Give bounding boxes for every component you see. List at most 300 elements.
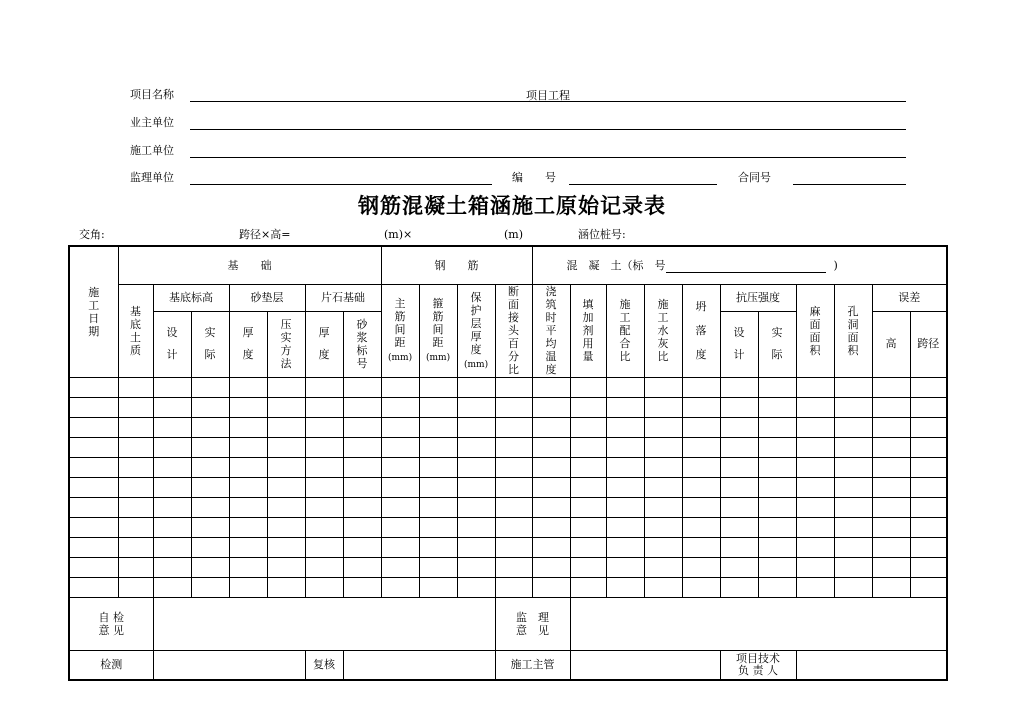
data-cell[interactable] — [834, 418, 872, 438]
mix-ratio-header: 施工配合比 — [606, 285, 644, 378]
data-cell[interactable] — [720, 538, 758, 558]
data-cell[interactable] — [495, 498, 532, 518]
data-cell[interactable] — [872, 438, 910, 458]
data-cell[interactable] — [910, 398, 947, 418]
rebar-header: 钢 筋 — [381, 246, 532, 285]
data-cell[interactable] — [910, 518, 947, 538]
data-cell[interactable] — [381, 458, 419, 478]
data-cell[interactable] — [69, 578, 118, 598]
data-cell[interactable] — [419, 418, 457, 438]
data-cell[interactable] — [267, 438, 305, 458]
data-cell[interactable] — [118, 418, 153, 438]
data-cell[interactable] — [720, 398, 758, 418]
data-cell[interactable] — [153, 538, 191, 558]
data-cell[interactable] — [606, 558, 644, 578]
data-cell[interactable] — [570, 538, 606, 558]
data-cell[interactable] — [796, 498, 834, 518]
data-cell[interactable] — [419, 518, 457, 538]
data-cell[interactable] — [229, 558, 267, 578]
data-cell[interactable] — [682, 518, 720, 538]
data-cell[interactable] — [834, 498, 872, 518]
error-high-header: 高 — [872, 311, 910, 377]
data-cell[interactable] — [570, 478, 606, 498]
m-label: (m) — [504, 228, 524, 241]
data-cell[interactable] — [153, 578, 191, 598]
data-cell[interactable] — [910, 578, 947, 598]
base-soil-header: 基底土质 — [118, 285, 153, 378]
data-cell[interactable] — [457, 498, 495, 518]
data-cell[interactable] — [153, 398, 191, 418]
data-cell[interactable] — [532, 498, 570, 518]
data-cell[interactable] — [457, 558, 495, 578]
data-cell[interactable] — [796, 518, 834, 538]
hole-area-header: 孔洞面积 — [834, 285, 872, 378]
data-cell[interactable] — [153, 518, 191, 538]
data-cell[interactable] — [872, 538, 910, 558]
data-cell[interactable] — [495, 538, 532, 558]
data-cell[interactable] — [758, 458, 796, 478]
data-cell[interactable] — [118, 458, 153, 478]
data-cell[interactable] — [343, 438, 381, 458]
review-cell[interactable] — [343, 651, 495, 681]
data-cell[interactable] — [532, 538, 570, 558]
data-cell[interactable] — [910, 378, 947, 398]
data-cell[interactable] — [381, 578, 419, 598]
data-cell[interactable] — [495, 458, 532, 478]
data-cell[interactable] — [606, 578, 644, 598]
data-cell[interactable] — [872, 398, 910, 418]
data-cell[interactable] — [343, 518, 381, 538]
data-cell[interactable] — [872, 498, 910, 518]
data-cell[interactable] — [69, 478, 118, 498]
data-cell[interactable] — [267, 518, 305, 538]
data-cell[interactable] — [570, 438, 606, 458]
data-cell[interactable] — [532, 438, 570, 458]
data-cell[interactable] — [644, 558, 682, 578]
data-cell[interactable] — [570, 558, 606, 578]
data-cell[interactable] — [305, 398, 343, 418]
data-cell[interactable] — [267, 498, 305, 518]
data-cell[interactable] — [796, 558, 834, 578]
data-cell[interactable] — [69, 518, 118, 538]
data-cell[interactable] — [118, 398, 153, 418]
data-cell[interactable] — [267, 578, 305, 598]
data-cell[interactable] — [381, 438, 419, 458]
data-cell[interactable] — [570, 398, 606, 418]
data-cell[interactable] — [118, 478, 153, 498]
data-cell[interactable] — [720, 518, 758, 538]
main-rebar-spacing-header: 主筋间距 (mm) — [381, 285, 419, 378]
data-cell[interactable] — [834, 538, 872, 558]
data-cell[interactable] — [720, 438, 758, 458]
data-cell[interactable] — [381, 538, 419, 558]
data-cell[interactable] — [191, 478, 229, 498]
data-cell[interactable] — [758, 378, 796, 398]
table-row — [69, 498, 947, 518]
data-cell[interactable] — [910, 558, 947, 578]
data-cell[interactable] — [118, 378, 153, 398]
data-cell[interactable] — [570, 518, 606, 538]
data-cell[interactable] — [720, 498, 758, 518]
data-cell[interactable] — [381, 398, 419, 418]
data-cell[interactable] — [69, 398, 118, 418]
data-cell[interactable] — [69, 378, 118, 398]
data-cell[interactable] — [834, 378, 872, 398]
record-table — [68, 245, 948, 681]
construction-unit-line[interactable] — [190, 144, 906, 158]
slump-header: 坍落度 — [682, 285, 720, 378]
strength-header: 抗压强度 — [720, 285, 796, 312]
data-cell[interactable] — [834, 478, 872, 498]
stone-thickness-header: 厚度 — [305, 311, 343, 377]
data-cell[interactable] — [191, 538, 229, 558]
data-cell[interactable] — [606, 478, 644, 498]
data-cell[interactable] — [682, 438, 720, 458]
contract-line[interactable] — [793, 171, 906, 185]
data-cell[interactable] — [343, 558, 381, 578]
data-cell[interactable] — [720, 558, 758, 578]
data-cell[interactable] — [910, 438, 947, 458]
site-manager-label: 施工主管 — [495, 651, 570, 681]
data-cell[interactable] — [682, 478, 720, 498]
data-cell[interactable] — [834, 438, 872, 458]
data-cell[interactable] — [191, 418, 229, 438]
data-cell[interactable] — [419, 578, 457, 598]
data-cell[interactable] — [532, 518, 570, 538]
data-cell[interactable] — [118, 538, 153, 558]
data-cell[interactable] — [69, 458, 118, 478]
data-cell[interactable] — [644, 578, 682, 598]
data-cell[interactable] — [834, 398, 872, 418]
data-cell[interactable] — [229, 498, 267, 518]
data-cell[interactable] — [457, 378, 495, 398]
data-cell[interactable] — [305, 378, 343, 398]
data-cell[interactable] — [532, 478, 570, 498]
data-cell[interactable] — [267, 398, 305, 418]
self-check-cell[interactable] — [153, 598, 495, 651]
data-cell[interactable] — [419, 438, 457, 458]
data-cell[interactable] — [69, 438, 118, 458]
data-cell[interactable] — [682, 578, 720, 598]
data-cell[interactable] — [606, 458, 644, 478]
data-cell[interactable] — [419, 558, 457, 578]
self-check-label: 自 检 意 见 — [69, 598, 153, 651]
data-cell[interactable] — [153, 418, 191, 438]
data-cell[interactable] — [682, 418, 720, 438]
data-cell[interactable] — [720, 578, 758, 598]
data-cell[interactable] — [872, 518, 910, 538]
data-cell[interactable] — [834, 558, 872, 578]
data-cell[interactable] — [381, 378, 419, 398]
data-cell[interactable] — [570, 458, 606, 478]
data-cell[interactable] — [305, 478, 343, 498]
data-cell[interactable] — [118, 438, 153, 458]
owner-label: 业主单位 — [130, 116, 174, 129]
data-cell[interactable] — [532, 418, 570, 438]
foundation-header: 基 础 — [118, 246, 381, 285]
data-cell[interactable] — [457, 418, 495, 438]
data-cell[interactable] — [910, 418, 947, 438]
data-cell[interactable] — [872, 458, 910, 478]
data-cell[interactable] — [644, 458, 682, 478]
tech-lead-cell[interactable] — [796, 651, 947, 681]
data-cell[interactable] — [682, 458, 720, 478]
data-cell[interactable] — [229, 518, 267, 538]
data-cell[interactable] — [720, 478, 758, 498]
data-cell[interactable] — [834, 578, 872, 598]
data-cell[interactable] — [682, 378, 720, 398]
data-cell[interactable] — [644, 478, 682, 498]
data-cell[interactable] — [305, 458, 343, 478]
data-cell[interactable] — [381, 518, 419, 538]
data-cell[interactable] — [872, 578, 910, 598]
data-cell[interactable] — [343, 498, 381, 518]
sand-thickness-header: 厚度 — [229, 311, 267, 377]
data-cell[interactable] — [191, 438, 229, 458]
data-cell[interactable] — [606, 418, 644, 438]
data-cell[interactable] — [682, 498, 720, 518]
data-cell[interactable] — [267, 458, 305, 478]
data-cell[interactable] — [682, 558, 720, 578]
data-cell[interactable] — [153, 378, 191, 398]
data-cell[interactable] — [153, 458, 191, 478]
data-cell[interactable] — [606, 498, 644, 518]
data-cell[interactable] — [419, 538, 457, 558]
data-cell[interactable] — [758, 558, 796, 578]
data-cell[interactable] — [834, 518, 872, 538]
data-cell[interactable] — [644, 438, 682, 458]
data-cell[interactable] — [720, 378, 758, 398]
data-cell[interactable] — [419, 498, 457, 518]
data-cell[interactable] — [118, 498, 153, 518]
data-cell[interactable] — [305, 578, 343, 598]
date-header: 施工日期 — [69, 246, 118, 378]
data-cell[interactable] — [153, 478, 191, 498]
data-cell[interactable] — [267, 478, 305, 498]
data-cell[interactable] — [796, 478, 834, 498]
data-cell[interactable] — [872, 418, 910, 438]
data-cell[interactable] — [606, 438, 644, 458]
data-cell[interactable] — [570, 578, 606, 598]
supervisor-opinion-cell[interactable] — [570, 598, 947, 651]
data-cell[interactable] — [118, 518, 153, 538]
data-cell[interactable] — [305, 538, 343, 558]
data-cell[interactable] — [532, 578, 570, 598]
data-cell[interactable] — [381, 418, 419, 438]
number-line[interactable] — [569, 171, 717, 185]
data-cell[interactable] — [118, 558, 153, 578]
data-cell[interactable] — [381, 498, 419, 518]
data-cell[interactable] — [644, 378, 682, 398]
data-cell[interactable] — [457, 478, 495, 498]
table-row — [69, 418, 947, 438]
data-cell[interactable] — [153, 498, 191, 518]
data-cell[interactable] — [267, 538, 305, 558]
sand-compaction-header: 压实方法 — [267, 311, 305, 377]
data-cell[interactable] — [758, 578, 796, 598]
data-cell[interactable] — [305, 438, 343, 458]
data-cell[interactable] — [69, 558, 118, 578]
data-cell[interactable] — [644, 398, 682, 418]
data-cell[interactable] — [532, 398, 570, 418]
data-cell[interactable] — [343, 398, 381, 418]
data-cell[interactable] — [606, 378, 644, 398]
data-cell[interactable] — [69, 418, 118, 438]
data-cell[interactable] — [191, 398, 229, 418]
data-cell[interactable] — [796, 458, 834, 478]
data-cell[interactable] — [305, 418, 343, 438]
data-cell[interactable] — [457, 438, 495, 458]
data-cell[interactable] — [910, 458, 947, 478]
data-cell[interactable] — [118, 578, 153, 598]
data-cell[interactable] — [606, 538, 644, 558]
data-cell[interactable] — [191, 498, 229, 518]
data-cell[interactable] — [796, 538, 834, 558]
sand-layer-header: 砂垫层 — [229, 285, 305, 312]
data-cell[interactable] — [419, 478, 457, 498]
data-cell[interactable] — [644, 418, 682, 438]
data-cell[interactable] — [457, 518, 495, 538]
inspect-cell[interactable] — [153, 651, 305, 681]
data-cell[interactable] — [343, 538, 381, 558]
data-cell[interactable] — [532, 558, 570, 578]
data-cell[interactable] — [644, 498, 682, 518]
contract-label: 合同号 — [738, 171, 771, 184]
project-name-label: 项目名称 — [130, 88, 174, 101]
data-cell[interactable] — [381, 478, 419, 498]
data-cell[interactable] — [495, 478, 532, 498]
data-cell[interactable] — [910, 538, 947, 558]
data-cell[interactable] — [267, 558, 305, 578]
site-manager-cell[interactable] — [570, 651, 720, 681]
data-cell[interactable] — [419, 398, 457, 418]
data-cell[interactable] — [229, 478, 267, 498]
data-cell[interactable] — [69, 538, 118, 558]
table-row — [69, 438, 947, 458]
data-cell[interactable] — [834, 458, 872, 478]
data-cell[interactable] — [644, 518, 682, 538]
data-cell[interactable] — [229, 458, 267, 478]
data-cell[interactable] — [758, 478, 796, 498]
base-elevation-header: 基底标高 — [153, 285, 229, 312]
data-cell[interactable] — [153, 558, 191, 578]
data-cell[interactable] — [758, 418, 796, 438]
data-cell[interactable] — [191, 378, 229, 398]
concrete-grade-line[interactable] — [666, 259, 826, 273]
data-cell[interactable] — [644, 538, 682, 558]
table-row — [69, 478, 947, 498]
data-cell[interactable] — [796, 398, 834, 418]
data-cell[interactable] — [229, 578, 267, 598]
data-cell[interactable] — [532, 378, 570, 398]
stone-base-header: 片石基础 — [305, 285, 381, 312]
error-span-header: 跨径 — [910, 311, 947, 377]
data-cell[interactable] — [343, 418, 381, 438]
data-cell[interactable] — [191, 578, 229, 598]
data-cell[interactable] — [305, 558, 343, 578]
data-cell[interactable] — [570, 418, 606, 438]
data-cell[interactable] — [495, 438, 532, 458]
data-cell[interactable] — [495, 398, 532, 418]
data-cell[interactable] — [910, 478, 947, 498]
data-cell[interactable] — [682, 398, 720, 418]
data-cell[interactable] — [495, 558, 532, 578]
data-cell[interactable] — [872, 558, 910, 578]
data-cell[interactable] — [191, 458, 229, 478]
data-cell[interactable] — [796, 378, 834, 398]
data-cell[interactable] — [191, 518, 229, 538]
data-cell[interactable] — [570, 378, 606, 398]
data-cell[interactable] — [69, 498, 118, 518]
data-cell[interactable] — [606, 398, 644, 418]
data-cell[interactable] — [910, 498, 947, 518]
data-cell[interactable] — [682, 538, 720, 558]
data-cell[interactable] — [419, 378, 457, 398]
data-cell[interactable] — [381, 558, 419, 578]
data-cell[interactable] — [229, 418, 267, 438]
data-cell[interactable] — [495, 378, 532, 398]
data-cell[interactable] — [872, 478, 910, 498]
data-cell[interactable] — [305, 518, 343, 538]
data-cell[interactable] — [191, 558, 229, 578]
data-cell[interactable] — [532, 458, 570, 478]
data-cell[interactable] — [720, 418, 758, 438]
data-cell[interactable] — [267, 378, 305, 398]
supervision-unit-line[interactable] — [190, 171, 492, 185]
table-row — [69, 458, 947, 478]
data-cell[interactable] — [570, 498, 606, 518]
data-cell[interactable] — [457, 538, 495, 558]
data-cell[interactable] — [720, 458, 758, 478]
data-cell[interactable] — [758, 438, 796, 458]
data-cell[interactable] — [495, 418, 532, 438]
data-cell[interactable] — [419, 458, 457, 478]
data-cell[interactable] — [457, 578, 495, 598]
angle-label: 交角: — [79, 228, 105, 241]
cover-thickness-header: 保护层厚度 (mm) — [457, 285, 495, 378]
data-cell[interactable] — [229, 378, 267, 398]
data-cell[interactable] — [229, 398, 267, 418]
data-cell[interactable] — [796, 578, 834, 598]
data-cell[interactable] — [229, 538, 267, 558]
data-cell[interactable] — [758, 518, 796, 538]
data-cell[interactable] — [495, 518, 532, 538]
pour-temperature-header: 浇筑时平均温度 — [532, 285, 570, 378]
owner-line[interactable] — [190, 116, 906, 130]
data-cell[interactable] — [796, 438, 834, 458]
data-cell[interactable] — [457, 398, 495, 418]
data-cell[interactable] — [457, 458, 495, 478]
data-cell[interactable] — [343, 578, 381, 598]
data-cell[interactable] — [495, 578, 532, 598]
data-cell[interactable] — [153, 438, 191, 458]
pitted-area-header: 麻面面积 — [796, 285, 834, 378]
data-cell[interactable] — [343, 378, 381, 398]
data-cell[interactable] — [758, 538, 796, 558]
data-cell[interactable] — [606, 518, 644, 538]
data-cell[interactable] — [758, 398, 796, 418]
number-label: 编 号 — [512, 171, 556, 184]
data-cell[interactable] — [229, 438, 267, 458]
data-cell[interactable] — [343, 478, 381, 498]
table-row — [69, 578, 947, 598]
data-cell[interactable] — [796, 418, 834, 438]
data-cell[interactable] — [758, 498, 796, 518]
data-cell[interactable] — [267, 418, 305, 438]
data-cell[interactable] — [872, 378, 910, 398]
data-cell[interactable] — [343, 458, 381, 478]
data-cell[interactable] — [305, 498, 343, 518]
